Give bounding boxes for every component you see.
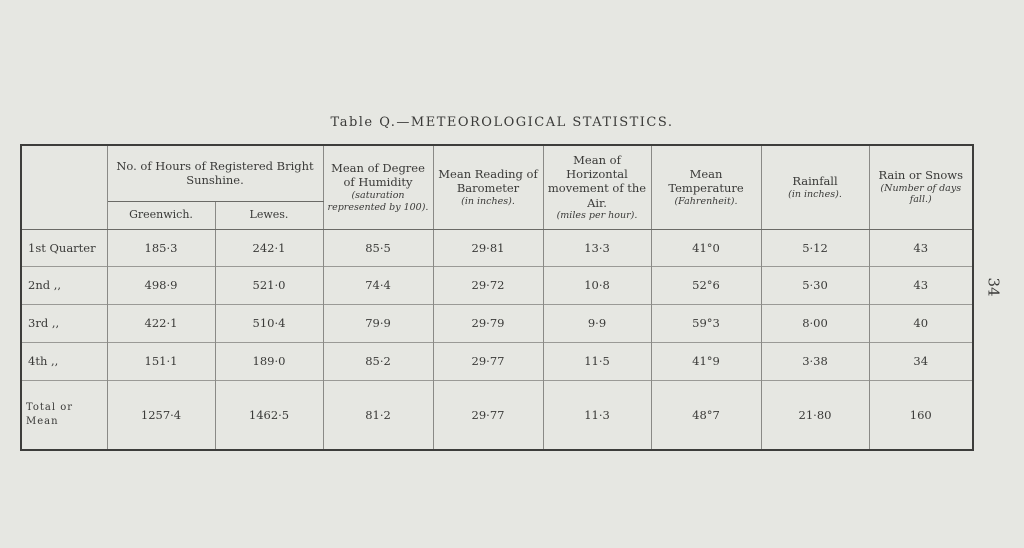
temperature-value: 41°0 (651, 229, 761, 267)
temperature-header (651, 145, 761, 229)
rain-days-header-label: Rain or Snows (878, 168, 964, 183)
temperature-total: 48°7 (651, 380, 761, 450)
barometer-value: 29·79 (433, 305, 543, 343)
rainfall-header (761, 145, 869, 229)
rainfall-value: 5·30 (761, 267, 869, 305)
row-label: 2nd ,, (21, 267, 107, 305)
page-number: 34 (984, 277, 1003, 297)
humidity-header-note: (saturation represented by 100). (327, 189, 429, 213)
table-row (21, 305, 973, 343)
greenwich-total: 1257·4 (107, 380, 215, 450)
wind-header-label: Mean of Horizontal movement of the Air. (547, 152, 647, 210)
table-title: Table Q.—METEOROLOGICAL STATISTICS. (330, 115, 674, 130)
rainfall-value: 3·38 (761, 342, 869, 380)
table-row (21, 229, 973, 267)
wind-value: 9·9 (543, 305, 651, 343)
barometer-header-label: Mean Reading of Barometer (438, 166, 538, 196)
rain-days-value: 43 (869, 267, 973, 305)
wind-header-note: (miles per hour). (556, 210, 638, 222)
humidity-value: 85·5 (323, 229, 433, 267)
humidity-value: 85·2 (323, 342, 433, 380)
barometer-header (433, 145, 543, 229)
wind-total: 11·3 (543, 380, 651, 450)
rainfall-value: 8·00 (761, 305, 869, 343)
rain-days-header (869, 145, 973, 229)
rainfall-total: 21·80 (761, 380, 869, 450)
lewes-value: 189·0 (215, 342, 323, 380)
total-row-label (21, 380, 107, 450)
meteorological-table (20, 144, 974, 451)
lewes-value: 521·0 (215, 267, 323, 305)
humidity-value: 74·4 (323, 267, 433, 305)
wind-header (543, 145, 651, 229)
table-row (21, 342, 973, 380)
rain-days-value: 34 (869, 342, 973, 380)
row-label: 4th ,, (21, 342, 107, 380)
greenwich-value: 422·1 (107, 305, 215, 343)
rain-days-total: 160 (869, 380, 973, 450)
barometer-value: 29·81 (433, 229, 543, 267)
table-row (21, 267, 973, 305)
lewes-value: 510·4 (215, 305, 323, 343)
row-label: 3rd ,, (21, 305, 107, 343)
greenwich-value: 151·1 (107, 342, 215, 380)
greenwich-value: 498·9 (107, 267, 215, 305)
barometer-value: 29·72 (433, 267, 543, 305)
barometer-header-note: (in inches). (461, 195, 515, 207)
barometer-value: 29·77 (433, 342, 543, 380)
total-row (21, 380, 973, 450)
humidity-header (323, 145, 433, 229)
rain-days-value: 43 (869, 229, 973, 267)
temperature-header-note: (Fahrenheit). (674, 195, 738, 207)
rainfall-value: 5·12 (761, 229, 869, 267)
sunshine-header: No. of Hours of Registered Bright Sunshine. (107, 145, 323, 201)
total-label-line2: Mean (26, 415, 59, 427)
row-label: 1st Quarter (21, 229, 107, 267)
greenwich-header: Greenwich. (107, 201, 215, 229)
lewes-value: 242·1 (215, 229, 323, 267)
temperature-value: 52°6 (651, 267, 761, 305)
humidity-header-label: Mean of Degree of Humidity (331, 161, 425, 190)
greenwich-value: 185·3 (107, 229, 215, 267)
wind-value: 11·5 (543, 342, 651, 380)
humidity-value: 79·9 (323, 305, 433, 343)
lewes-header: Lewes. (215, 201, 323, 229)
temperature-header-label: Mean Temperature (668, 166, 744, 196)
rain-days-value: 40 (869, 305, 973, 343)
rain-days-header-note: (Number of days fall.) (880, 182, 962, 206)
wind-value: 13·3 (543, 229, 651, 267)
wind-value: 10·8 (543, 267, 651, 305)
total-label-line1: Total or (26, 402, 74, 414)
barometer-total: 29·77 (433, 380, 543, 450)
row-label-header (21, 145, 107, 229)
lewes-total: 1462·5 (215, 380, 323, 450)
rainfall-header-note: (in inches). (788, 188, 842, 200)
temperature-value: 41°9 (651, 342, 761, 380)
temperature-value: 59°3 (651, 305, 761, 343)
humidity-total: 81·2 (323, 380, 433, 450)
rainfall-header-label: Rainfall (792, 174, 838, 189)
